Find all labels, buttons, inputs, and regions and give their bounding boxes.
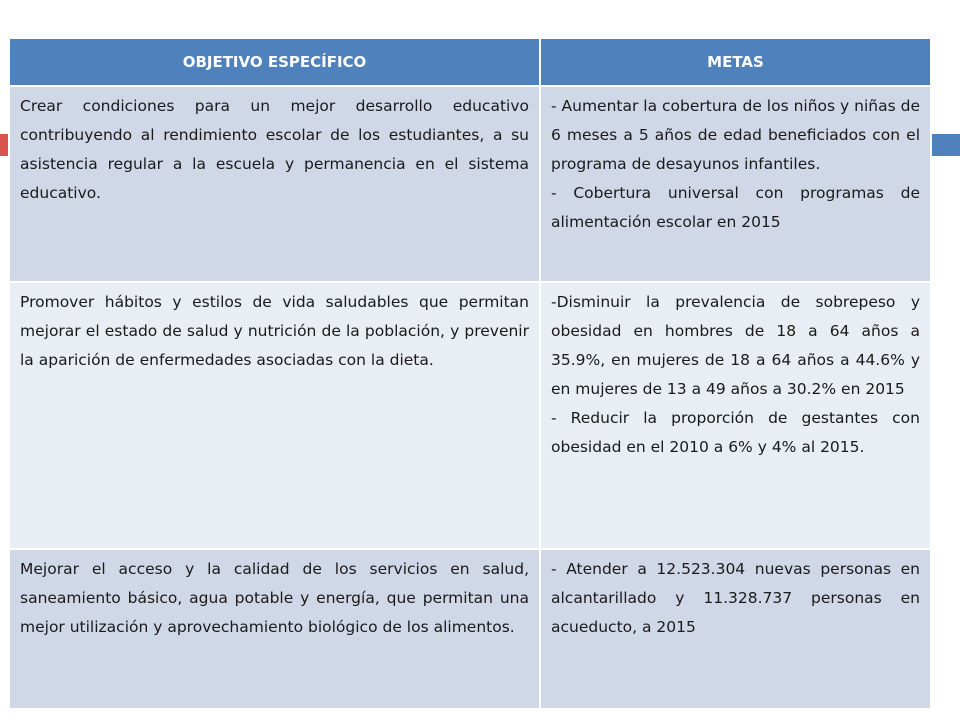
table-row bbox=[9, 86, 931, 282]
metas-cell bbox=[541, 550, 930, 642]
meta-item: - Cobertura universal con programas de alimentación escolar en 2015 bbox=[551, 184, 920, 231]
metas-cell bbox=[541, 87, 930, 237]
objetivo-cell: Crear condiciones para un mejor desarrollo educativo contribuyendo al rendimiento escolar de los estudiantes, a su asistencia regular a la escuela y permanencia en el sistema educativo. bbox=[20, 97, 529, 202]
objectives-table bbox=[8, 37, 932, 710]
table-row bbox=[9, 549, 931, 709]
metas-cell bbox=[541, 283, 930, 462]
header-metas: METAS bbox=[540, 38, 931, 86]
header-objetivo: OBJETIVO ESPECÍFICO bbox=[9, 38, 540, 86]
objetivo-cell: Mejorar el acceso y la calidad de los servicios en salud, saneamiento básico, agua potable y energía, que permitan una mejor utilización y aprovechamiento biológico de los alimentos. bbox=[20, 560, 529, 636]
meta-item: - Atender a 12.523.304 nuevas personas en alcantarillado y 11.328.737 personas en acueducto, a 2015 bbox=[551, 560, 920, 636]
meta-item: - Reducir la proporción de gestantes con obesidad en el 2010 a 6% y 4% al 2015. bbox=[551, 409, 920, 456]
objetivo-cell: Promover hábitos y estilos de vida saludables que permitan mejorar el estado de salud y nutrición de la población, y prevenir la aparición de enfermedades asociadas con la dieta. bbox=[20, 293, 529, 369]
meta-item: - Aumentar la cobertura de los niños y niñas de 6 meses a 5 años de edad beneficiados con el programa de desayunos infantiles. bbox=[551, 97, 920, 173]
meta-item: -Disminuir la prevalencia de sobrepeso y obesidad en hombres de 18 a 64 años a 35.9%, en mujeres de 18 a 64 años a 44.6% y en mujeres de 13 a 49 años a 30.2% en 2015 bbox=[551, 293, 920, 398]
table-header-row bbox=[9, 38, 931, 86]
table-row bbox=[9, 282, 931, 549]
right-accent-bar bbox=[930, 134, 960, 156]
